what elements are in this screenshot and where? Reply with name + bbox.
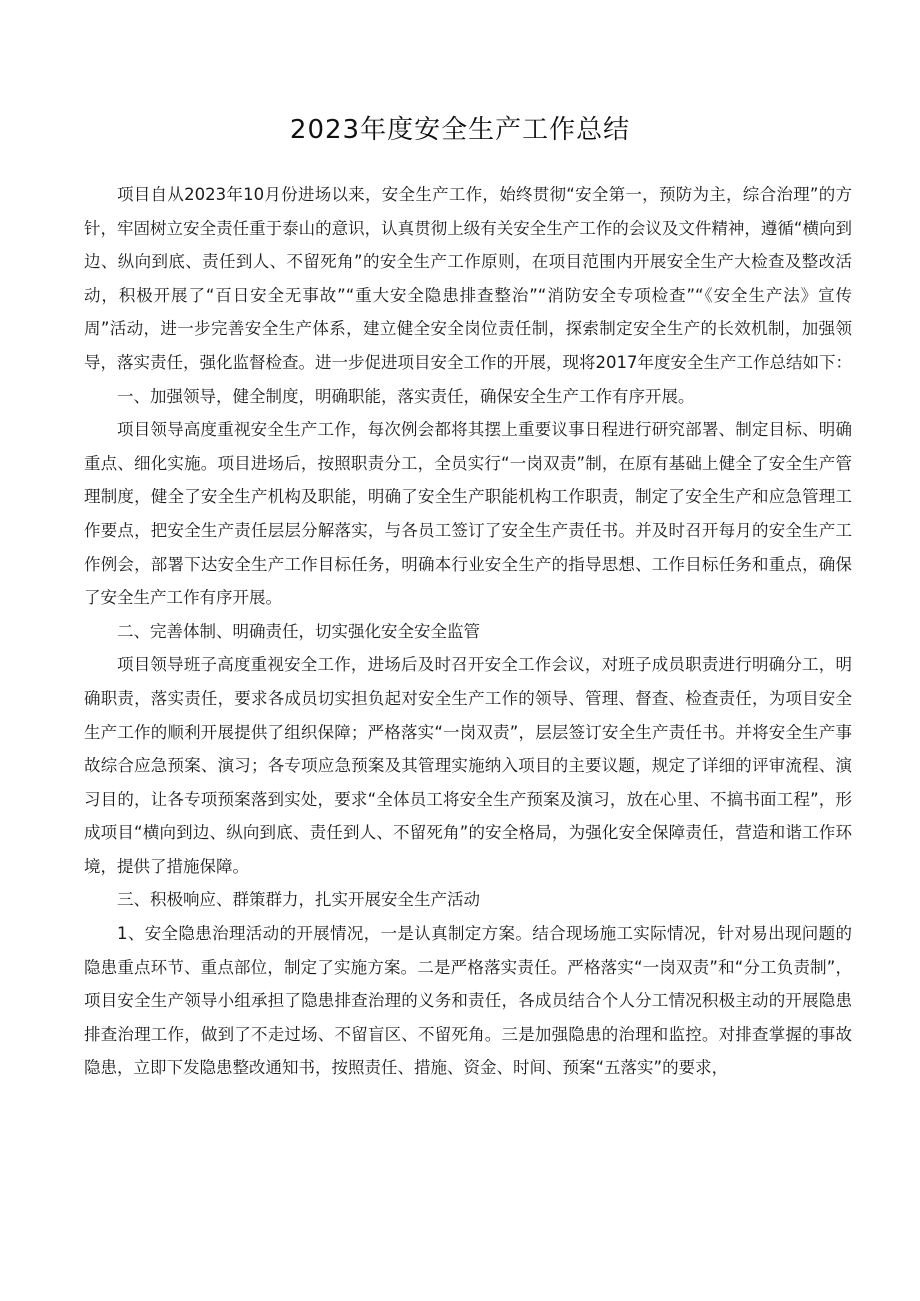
paragraph-section-1: 项目领导高度重视安全生产工作，每次例会都将其摆上重要议事日程进行研究部署、制定目标、明确重点、细化实施。项目进场后，按照职责分工，全员实行“一岗双责”制，在原有基础上健全了安全生产管理制度，健全了安全生产机构及职能，明确了安全生产职能机构工作职责，制定了安全生产和应急管理工作要点，把安全生产责任层层分解落实，与各员工签订了安全生产责任书。并及时召开每月的安全生产工作例会，部署下达安全生产工作目标任务，明确本行业安全生产的指导思想、工作目标任务和重点，确保了安全生产工作有序开展。 (84, 420, 852, 608)
section-heading-1: 一、加强领导，健全制度，明确职能，落实责任，确保安全生产工作有序开展。 (117, 386, 695, 406)
paragraph-section-2: 项目领导班子高度重视安全工作，进场后及时召开安全工作会议，对班子成员职责进行明确分工，明确职责，落实责任，要求各成员切实担负起对安全生产工作的领导、管理、督查、检查责任，为项目安全生产工作的顺利开展提供了组织保障；严格落实“一岗双责”，层层签订安全生产责任书。并将安全生产事故综合应急预案、演习；各专项应急预案及其管理实施纳入项目的主要议题，规定了详细的评审流程、演习目的，让各专项预案落到实处，要求“全体员工将安全生产预案及演习，放在心里、不搞书面工程”，形成项目“横向到边、纵向到底、责任到人、不留死角”的安全格局，为强化安全保障责任，营造和谐工作环境，提供了措施保障。 (84, 655, 852, 876)
section-heading-3: 三、积极响应、群策群力，扎实开展安全生产活动 (117, 890, 480, 910)
document-body (84, 178, 852, 1085)
section-heading-2: 二、完善体制、明确责任，切实强化安全安全监管 (117, 621, 480, 641)
paragraph-section-3-item-1: 1、安全隐患治理活动的开展情况，一是认真制定方案。结合现场施工实际情况，针对易出现问题的隐患重点环节、重点部位，制定了实施方案。二是严格落实责任。严格落实“一岗双责”和“分工负责制”，项目安全生产领导小组承担了隐患排查治理的义务和责任，各成员结合个人分工情况积极主动的开展隐患排查治理工作，做到了不走过场、不留盲区、不留死角。三是加强隐患的治理和监控。对排查掌握的事故隐患，立即下发隐患整改通知书，按照责任、措施、资金、时间、预案“五落实”的要求， (84, 924, 852, 1078)
paragraph-intro: 项目自从2023年10月份进场以来，安全生产工作，始终贯彻“安全第一，预防为主，综合治理”的方针，牢固树立安全责任重于泰山的意识，认真贯彻上级有关安全生产工作的会议及文件精神，遵循“横向到边、纵向到底、责任到人、不留死角”的安全生产工作原则，在项目范围内开展安全生产大检查及整改活动，积极开展了“百日安全无事故”“重大安全隐患排查整治”“消防安全专项检查”“《安全生产法》宣传周”活动，进一步完善安全生产体系，建立健全安全岗位责任制，探索制定安全生产的长效机制，加强领导，落实责任，强化监督检查。进一步促进项目安全工作的开展，现将2017年度安全生产工作总结如下： (84, 185, 852, 372)
document-title: 2023年度安全生产工作总结 (289, 115, 631, 145)
